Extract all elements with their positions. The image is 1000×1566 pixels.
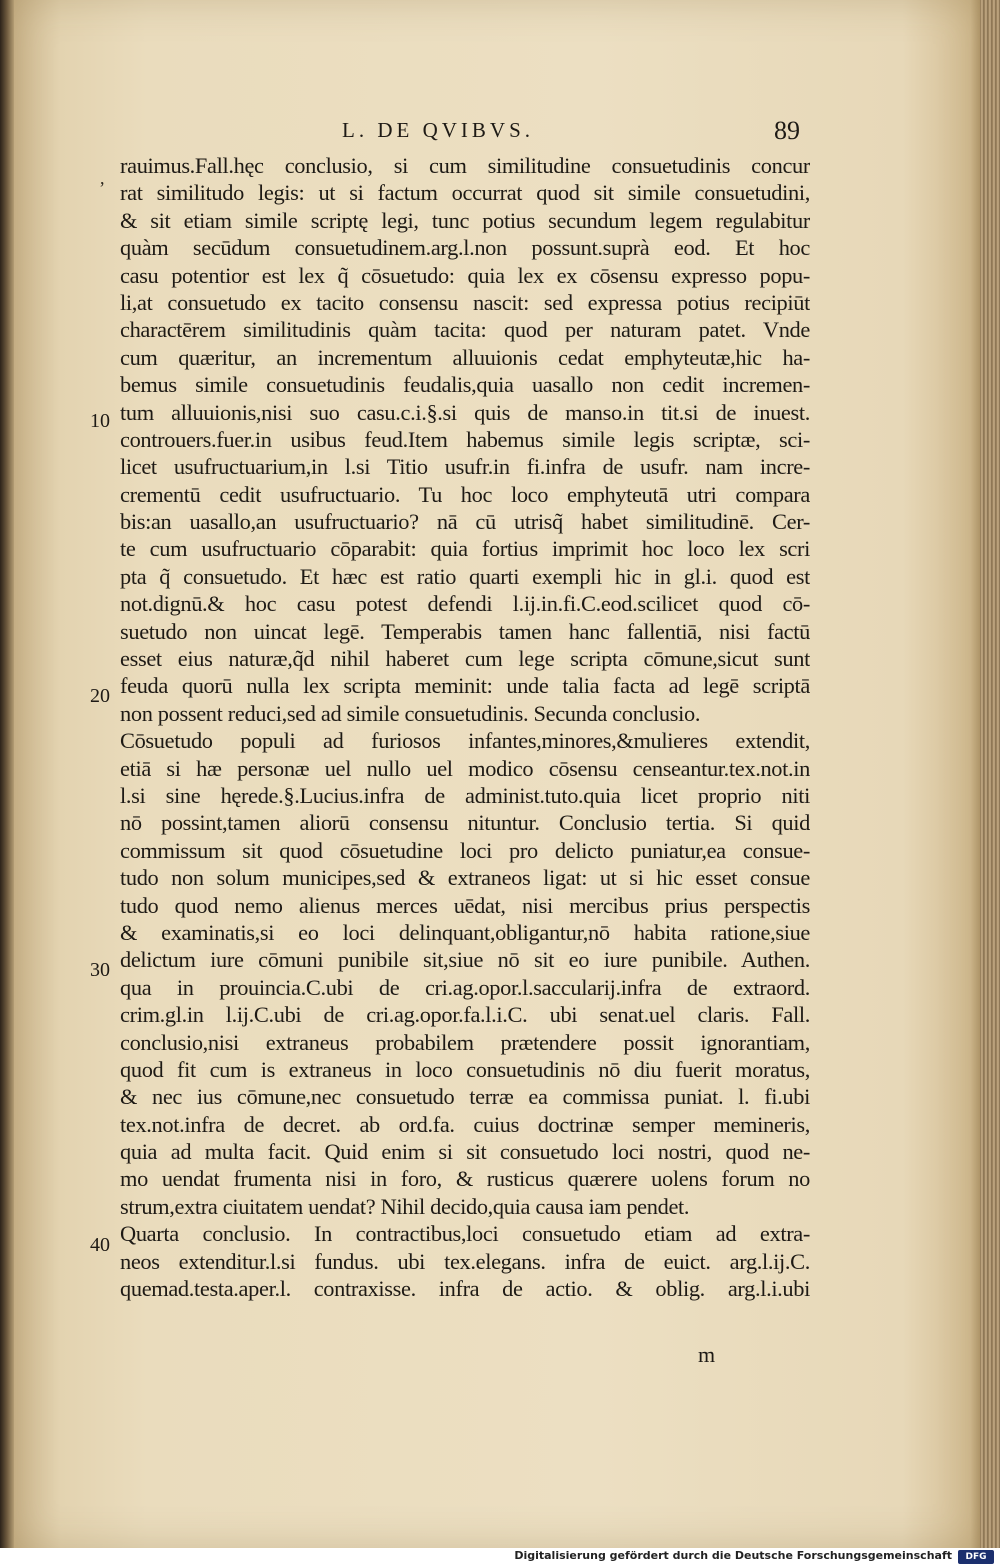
text-line: crim.gl.in l.ij.C.ubi de cri.ag.opor.fa.l.i.C. ubi senat.uel claris. Fall. [120,1002,810,1028]
text-line: quia ad multa facit. Quid enim si sit consuetudo loci nostri, quod ne- [120,1139,810,1165]
margin-line-number: 20 [90,685,110,707]
margin-line-number: 10 [90,410,110,432]
text-line: feuda quorū nulla lex scripta meminit: unde talia facta ad legē scriptā [120,673,810,699]
margin-mark: , [100,168,105,188]
text-line: commissum sit quod cōsuetudine loci pro delicto puniatur,ea consue- [120,837,810,863]
text-line: strum,extra ciuitatem uendat? Nihil decido,quia causa iam pendet. [120,1193,690,1219]
text-line: & sit etiam simile scriptę legi, tunc potius secundum legem regulabitur [120,207,810,233]
text-line: bemus simile consuetudinis feudalis,quia uasallo non cedit incremen- [120,372,810,398]
running-title: L. DE QVIBVS. [342,118,534,142]
text-line: licet usufructuarium,in l.si Titio usufr.in fi.infra de usufr. nam incre- [120,454,810,480]
text-line: controuers.fuer.in usibus feud.Item habemus simile legis scriptæ, sci- [120,426,810,452]
text-line: suetudo non uincat legē. Temperabis tamen hanc fallentiā, nisi factū [120,618,810,644]
dfg-logo: DFG [958,1550,994,1564]
text-line: tum alluuionis,nisi suo casu.c.i.§.si quis de manso.in tit.si de inuest. [120,399,810,425]
text-line: quàm secūdum consuetudinem.arg.l.non possunt.suprà eod. Et hoc [120,235,810,261]
text-line: conclusio,nisi extraneus probabilem prætendere possit ignorantiam, [120,1029,810,1055]
text-line: crementū cedit usufructuario. Tu hoc loco emphyteutā utri compara [120,481,810,507]
text-line: casu potentior est lex q̃ cōsuetudo: quia lex ex cōsensu expresso popu- [120,262,810,288]
page-header [122,116,802,150]
text-line: tudo quod nemo alienus merces uēdat, nisi mercibus prius perspectis [120,892,810,918]
text-line: l.si sine hęrede.§.Lucius.infra de administ.tuto.quia licet proprio niti [120,782,810,808]
text-line: & nec ius cōmune,nec consuetudo terræ ea commissa puniat. l. fi.ubi [120,1084,810,1110]
catchword: m [698,1342,716,1367]
text-line: bis:an uasallo,an usufructuario? nā cū utrisq̃ habet similitudinē. Cer- [120,509,810,535]
text-line: nō possint,tamen aliorū consensu nituntur. Conclusio tertia. Si quid [120,810,810,836]
digitization-footer [0,1548,1000,1566]
text-line: te cum usufructuario cōparabit: quia fortius imprimit hoc loco lex scri [120,536,810,562]
text-line: qua in prouincia.C.ubi de cri.ag.opor.l.saccularij.infra de extraord. [120,974,810,1000]
text-line: cum quæritur, an incrementum alluuionis cedat emphyteutæ,hic ha- [120,344,810,370]
text-block [120,152,810,1302]
page-fore-edge [980,0,1000,1548]
text-line: li,at consuetudo ex tacito consensu nascit: sed expressa potius recipiūt [120,289,810,315]
book-binding-edge [0,0,14,1548]
text-line: esset eius naturæ,q̃d nihil haberet cum lege scripta cōmune,sicut sunt [120,646,810,672]
text-line: Quarta conclusio. In contractibus,loci consuetudo etiam ad extra- [120,1221,810,1247]
text-line: pta q̃ consuetudo. Et hæc est ratio quarti exempli hic in gl.i. quod est [120,563,810,589]
text-line: & examinatis,si eo loci delinquant,obligantur,nō habita ratione,siue [120,919,810,945]
text-line: etiā si hæ personæ uel nullo uel modico cōsensu censeantur.tex.not.in [120,755,810,781]
text-line: tex.not.infra de decret. ab ord.fa. cuius doctrinæ semper memineris, [120,1111,810,1137]
text-line: delictum iure cōmuni punibile sit,siue nō sit eo iure punibile. Authen. [120,947,810,973]
text-line: mo uendat frumenta nisi in foro, & rusticus quærere uolens forum no [120,1166,810,1192]
page-number: 89 [774,116,800,145]
text-line: tudo non solum municipes,sed & extraneos ligat: ut si hic esset consue [120,865,810,891]
footer-credit: Digitalisierung gefördert durch die Deutsche Forschungsgemeinschaft [514,1549,952,1562]
text-line: charactērem similitudinis quàm tacita: quod per naturam patet. Vnde [120,317,810,343]
text-line: rat similitudo legis: ut si factum occurrat quod sit simile consuetudini, [120,180,810,206]
margin-line-number: 30 [90,959,110,981]
text-line: rauimus.Fall.hęc conclusio, si cum similitudine consuetudinis concur [120,153,810,178]
text-line: quemad.testa.aper.l. contraxisse. infra de actio. & oblig. arg.l.i.ubi [120,1276,810,1302]
text-line: non possent reduci,sed ad simile consuetudinis. Secunda conclusio. [120,700,701,726]
margin-line-number: 40 [90,1234,110,1256]
text-line: neos extenditur.l.si fundus. ubi tex.elegans. infra de euict. arg.l.ij.C. [120,1248,810,1274]
text-line: Cōsuetudo populi ad furiosos infantes,minores,&mulieres extendit, [120,728,810,754]
text-line: not.dignū.& hoc casu potest defendi l.ij.in.fi.C.eod.scilicet quod cō- [120,591,810,617]
text-line: quod fit cum is extraneus in loco consuetudinis nō diu fuerit moratus, [120,1056,810,1082]
